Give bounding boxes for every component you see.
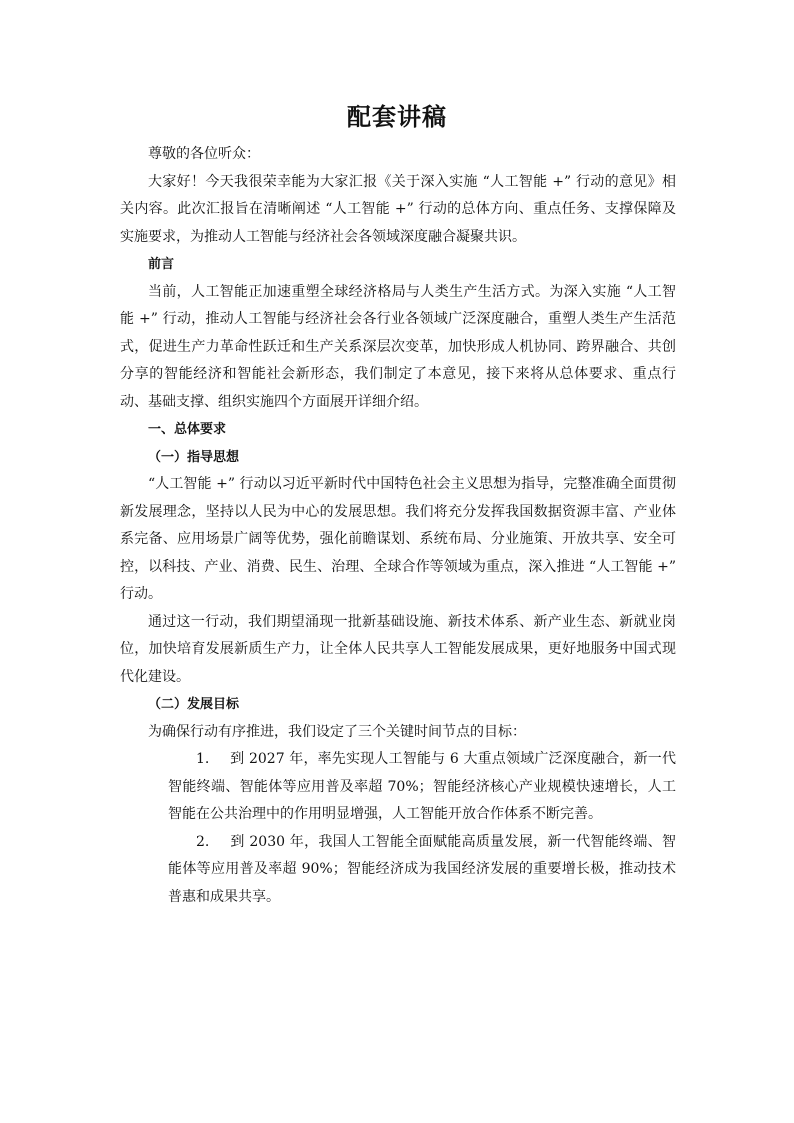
preface-paragraph: 当前，人工智能正加速重塑全球经济格局与人类生产生活方式。为深入实施 “人工智能 +” 行动，推动人工智能与经济社会各行业各领域广泛深度融合，重塑人类生产生活范式，促进生产力革命性跃迁和生产关系深层次变革，加快形成人机协同、跨界融合、共创分享的智能经济和智能社会新形态，我们制定了本意见，接下来将从总体要求、重点行动、基础支撑、组织实施四个方面展开详细介绍。 bbox=[120, 283, 676, 410]
list-item-number: 1. bbox=[196, 751, 210, 767]
document-body bbox=[120, 141, 676, 911]
goals-list bbox=[120, 746, 676, 911]
intro-paragraph: 大家好！今天我很荣幸能为大家汇报《关于深入实施 “人工智能 +” 行动的意见》相关内容。此次汇报旨在清晰阐述 “人工智能 +” 行动的总体方向、重点任务、支撑保障及实施要求，为推动人工智能与经济社会各领域深度融合凝聚共识。 bbox=[120, 173, 676, 245]
list-item bbox=[120, 829, 676, 912]
guiding-paragraph-1: “人工智能 +” 行动以习近平新时代中国特色社会主义思想为指导，完整准确全面贯彻新发展理念，坚持以人民为中心的发展思想。我们将充分发挥我国数据资源丰富、产业体系完备、应用场景广阔等优势，强化前瞻谋划、系统布局、分业施策、开放共享、安全可控，以科技、产业、消费、民生、治理、全球合作等领域为重点，深入推进 “人工智能 +” 行动。 bbox=[120, 476, 676, 602]
preface-heading: 前言 bbox=[148, 257, 175, 272]
list-item-text: 到 2030 年，我国人工智能全面赋能高质量发展，新一代智能终端、智能体等应用普及率超 90%；智能经济成为我国经济发展的重要增长极，推动技术普惠和成果共享。 bbox=[168, 833, 676, 905]
list-item-number: 2. bbox=[196, 833, 210, 850]
section-1-heading: 一、总体要求 bbox=[148, 422, 227, 437]
subsection-2-heading: （二）发展目标 bbox=[148, 697, 240, 712]
list-item bbox=[120, 746, 676, 829]
salutation: 尊敬的各位听众： bbox=[148, 146, 260, 162]
subsection-1-heading: （一）指导思想 bbox=[148, 449, 240, 465]
document-title: 配套讲稿 bbox=[347, 103, 447, 131]
guiding-paragraph-2: 通过这一行动，我们期望涌现一批新基础设施、新技术体系、新产业生态、新就业岗位，加快培育发展新质生产力，让全体人民共享人工智能发展成果，更好地服务中国式现代化建设。 bbox=[120, 613, 676, 685]
goals-intro: 为确保行动有序推进，我们设定了三个关键时间节点的目标： bbox=[148, 723, 526, 740]
list-item-text: 到 2027 年，率先实现人工智能与 6 大重点领域广泛深度融合，新一代智能终端、智能体等应用普及率超 70%；智能经济核心产业规模快速增长，人工智能在公共治理中的作用明显增强，人工智能开放合作体系不断完善。 bbox=[168, 751, 676, 822]
